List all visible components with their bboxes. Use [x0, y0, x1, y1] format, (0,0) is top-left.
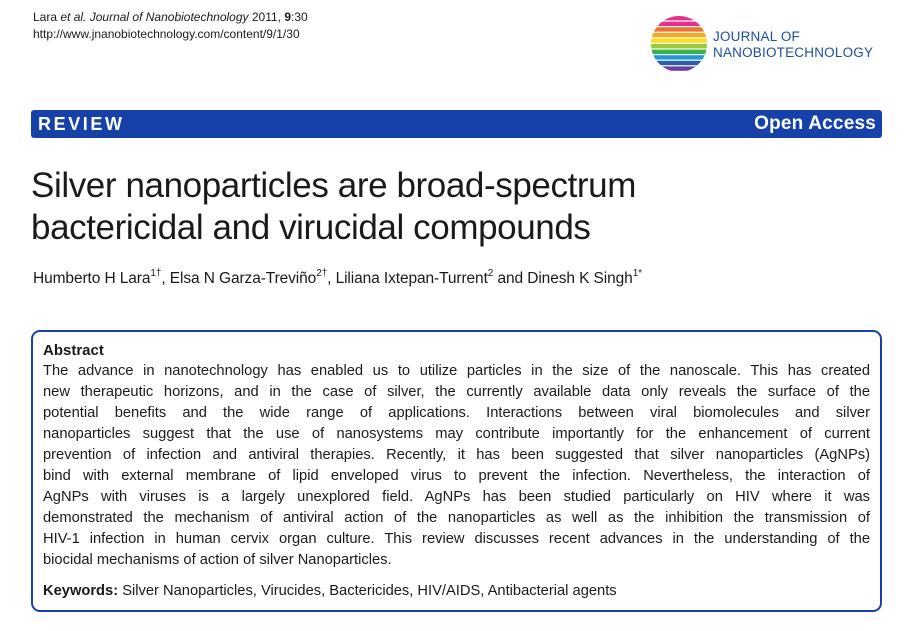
- author-name: Dinesh K Singh: [527, 270, 633, 287]
- author-affiliation: 1†: [150, 268, 162, 279]
- abstract-line: The advance in nanotechnology has enabled us to utilize particles in the size of the nanoscale. This has created: [43, 363, 870, 379]
- citation-author: Lara: [33, 10, 58, 24]
- citation-url[interactable]: http://www.jnanobiotechnology.com/content/9/1/30: [33, 27, 300, 41]
- abstract-box: [31, 330, 882, 612]
- author-separator: and: [493, 270, 528, 287]
- title-line: bactericidal and virucidal compounds: [31, 208, 591, 247]
- open-access-label: Open Access: [754, 113, 876, 134]
- abstract-line: HIV-1 infection in human cervix organ culture. This review discusses recent advances in the understanding of the: [43, 531, 870, 547]
- author-name: Liliana Ixtepan-Turrent: [335, 270, 488, 287]
- logo-stripe: [651, 16, 707, 20]
- keywords-label: Keywords:: [43, 583, 119, 599]
- abstract-line: prevention of infection and antiviral therapies. Recently, it has been suggested that silver nanoparticles (AgNPs): [43, 447, 870, 463]
- logo-stripe: [651, 61, 707, 65]
- abstract-line: nanoparticles suggest that the use of nanosystems may contribute importantly for the enhancement of current: [43, 426, 870, 442]
- logo-stripe: [651, 33, 707, 37]
- keywords-list: Silver Nanoparticles, Virucides, Bactericides, HIV/AIDS, Antibacterial agents: [122, 583, 617, 599]
- title-line: Silver nanoparticles are broad-spectrum: [31, 166, 636, 205]
- author-separator: ,: [327, 270, 336, 287]
- journal-logo-text: [713, 29, 873, 61]
- author-name: Humberto H Lara: [33, 270, 151, 287]
- abstract-line: potential benefits and the wide range of applications. Interactions between viral biomolecules and silver: [43, 405, 870, 421]
- abstract-line: bind with external membrane of lipid enveloped virus to prevent the infection. Nevertheless, the interaction of: [43, 468, 870, 484]
- abstract-line: AgNPs with viruses is a largely unexplored field. AgNPs has been studied particularly on HIV where it was: [43, 489, 870, 505]
- citation-line: [33, 9, 308, 26]
- author-separator: ,: [161, 270, 170, 287]
- abstract-line: demonstrated the mechanism of antiviral action of the nanoparticles as well as the inhibition the transmission of: [43, 510, 870, 526]
- abstract-line: new therapeutic horizons, and in the case of silver, the currently available data only reveals the surface of the: [43, 384, 870, 400]
- citation-year: 2011,: [251, 10, 281, 24]
- citation-journal: Journal of Nanobiotechnology: [89, 10, 249, 24]
- logo-stripe: [651, 38, 707, 42]
- citation-article: :30: [291, 10, 308, 24]
- logo-stripe: [651, 22, 707, 26]
- keywords: [43, 581, 870, 602]
- logo-line-2: NANOBIOTECHNOLOGY: [713, 45, 874, 60]
- author-affiliation: 2†: [316, 268, 328, 279]
- author-name: Elsa N Garza-Treviño: [169, 270, 317, 287]
- citation-header: [33, 9, 308, 43]
- citation-etal: et al.: [60, 10, 87, 24]
- abstract-line: biocidal mechanisms of action of silver Nanoparticles.: [43, 552, 392, 568]
- author-list: [33, 268, 642, 290]
- logo-line-1: JOURNAL OF: [713, 29, 801, 44]
- logo-stripe: [651, 55, 707, 59]
- author-affiliation: 2: [487, 268, 494, 279]
- logo-stripe: [651, 66, 707, 70]
- article-type-banner: [31, 110, 882, 138]
- author-affiliation: 1*: [632, 268, 642, 279]
- logo-stripe: [651, 44, 707, 48]
- article-type-label: REVIEW: [38, 113, 125, 134]
- journal-logo[interactable]: [650, 15, 890, 75]
- abstract-text: [43, 361, 870, 571]
- logo-stripe: [651, 27, 707, 31]
- rainbow-circle-icon: [650, 15, 708, 73]
- abstract-heading: Abstract: [43, 342, 104, 359]
- citation-volume: 9: [284, 10, 292, 24]
- logo-stripe: [651, 50, 707, 54]
- article-title: [31, 165, 871, 249]
